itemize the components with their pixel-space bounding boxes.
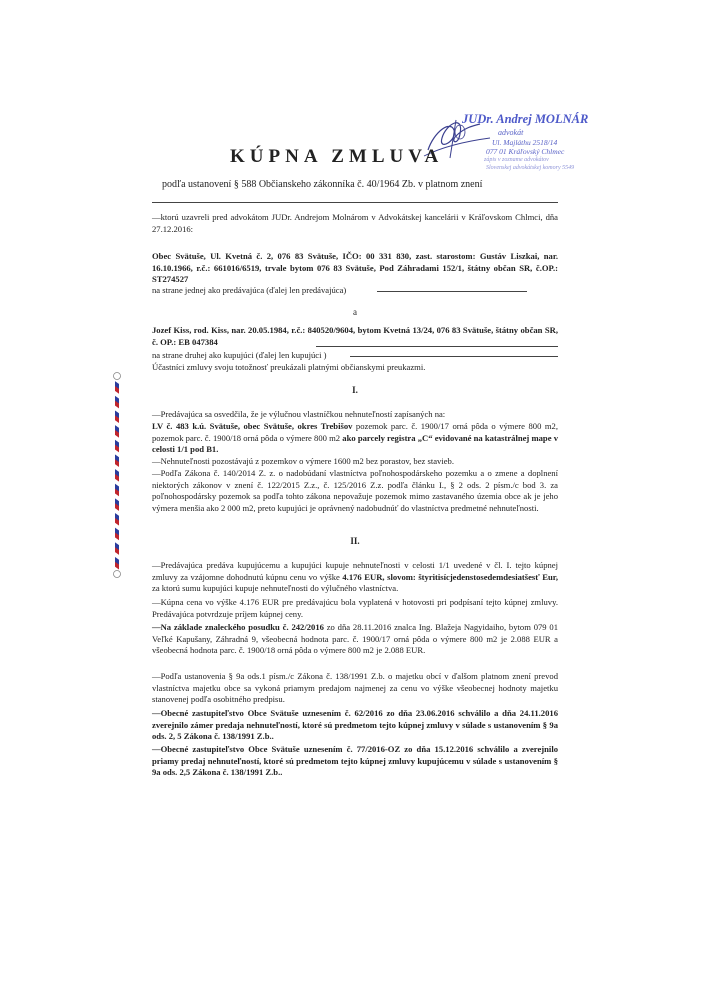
- document-title: KÚPNA ZMLUVA: [230, 146, 444, 167]
- section-heading: II.: [350, 536, 360, 546]
- section1-paragraph: —Nehnuteľnosti pozostávajú z pozemkov o výmere 1600 m2 bez porastov, bez stavieb.: [152, 456, 454, 466]
- party-seller-role-text: na strane jednej ako predávajúca (ďalej len predávajúca): [152, 285, 347, 295]
- stamp-line: advokát: [498, 128, 524, 137]
- fill-line: [350, 356, 558, 357]
- stamp-line: zápis v zozname advokátov: [484, 157, 549, 163]
- section2-paragraph: [152, 622, 558, 657]
- section-heading: I.: [352, 385, 358, 395]
- intro-paragraph: —ktorú uzavreli pred advokátom JUDr. Andrejom Molnárom v Advokátskej kancelárii v Kráľovskom Chlmci, dňa 27.12.2016:: [152, 212, 558, 234]
- stamp-line: Ul. Majláthu 2518/14: [492, 138, 558, 147]
- price-amount: 4.176 EUR, slovom: štyritisícjedenstosedemdesiatšesť Eur,: [342, 571, 558, 582]
- expert-report: —Na základe znaleckého posudku č. 242/2016: [152, 622, 324, 632]
- price-intro: —Predávajúca predáva kupujúcemu a kupujúci kupuje nehnuteľnosti v celosti 1/1 uvedené v čl. I. tejto kúpnej zmluvy za vzájomne dohodnutú kúpnu cenu vo výške: [152, 560, 558, 582]
- section1-paragraph: [152, 421, 558, 456]
- party-seller: Obec Svätuše, Ul. Kvetná č. 2, 076 83 Svätuše, IČO: 00 331 830, zast. starostom: Gustáv Liszkai, nar. 16.10.1966, r.č.: 661016/6519, trvale bytom 076 83 Svätuše, Pod Záhradami 152/1, štátny občan SR, č.OP.: ST274527: [152, 251, 558, 284]
- section2-paragraph: —Podľa ustanovenia § 9a ods.1 písm./c Zákona č. 138/1991 Z.b. o majetku obcí v ďalšom platnom znení prevod vlastníctva majetku obce sa vykoná priamym predajom najmenej za cenu vo výške všeobecnej hodnoty majetku stanovenej podľa osobitného predpisu.: [152, 671, 558, 704]
- fill-line: [377, 291, 527, 292]
- ribbon-icon: [113, 370, 121, 580]
- party-buyer-role: na strane druhej ako kupujúci (ďalej len kupujúci ): [152, 350, 327, 360]
- fill-line: [316, 346, 558, 347]
- expert-report-text: zo dňa 28.11.2016 znalca Ing. Blažeja Nagyidaiho, bytom 079 01 Veľké Kapušany, Záhradná 9, všeobecná hodnota parc. č. 1900/17 orná pôda o výmere 800 m2 je 2.088 EUR a všeobecná hodnota parc. č. 1900/18 orná pôda o výmere 800 m2 je 2.088 EUR.: [152, 622, 558, 655]
- section1-paragraph: —Podľa Zákona č. 140/2014 Z. z. o nadobúdaní vlastníctva poľnohospodárskeho pozemku a o zmene a doplnení niektorých zákonov v znení č. 122/2015 Z.z., č. 125/2016 Z.z. podľa článku I., § 2 ods. 2 písm./c bod 3. za poľnohospodársky pozemok sa podľa tohto zákona nepovažuje pozemok mimo zastavaného územia obce ak je jeho výmera menšia ako 2 000 m2, preto kupujúci je oprávnený nadobudnúť do vlastníctva predmetné nehnuteľnosti.: [152, 468, 558, 513]
- document-subtitle: podľa ustanovení § 588 Občianskeho zákonníka č. 40/1964 Zb. v platnom znení: [162, 179, 483, 190]
- stamp-name: JUDr. Andrej MOLNÁR: [462, 112, 589, 126]
- divider: [152, 202, 558, 203]
- section2-paragraph: —Kúpna cena vo výške 4.176 EUR pre predávajúcu bola vyplatená v hotovosti pri podpísaní tejto kúpnej zmluvy. Predávajúca potvrdzuje príjem kúpnej ceny.: [152, 597, 558, 619]
- identity-note: Účastníci zmluvy svoju totožnosť preukázali platnými občianskymi preukazmi.: [152, 362, 426, 372]
- section2-paragraph: —Obecné zastupiteľstvo Obce Svätuše uznesením č. 77/2016-OZ zo dňa 15.12.2016 schválilo a zverejnilo priamy predaj nehnuteľností, ktoré sú predmetom tejto kúpnej zmluvy kupujúcemu v súlade s ustanovením § 9a ods. 2,5 Zákona č. 138/1991 Z.b..: [152, 744, 558, 777]
- section2-paragraph: —Obecné zastupiteľstvo Obce Svätuše uznesením č. 62/2016 zo dňa 23.06.2016 schválilo a dňa 24.11.2016 zverejnilo zámer predaja nehnuteľností, ktoré sú predmetom tejto kúpnej zmluvy v súlade s ustanovením § 9a ods. 2, 5 Zákona č. 138/1991 Z.b..: [152, 708, 558, 741]
- stamp-line: Slovenskej advokátskej komory 5549: [486, 165, 575, 171]
- property-register: LV č. 483 k.ú. Svätuše, obec Svätuše, okres Trebišov: [152, 421, 353, 431]
- property-parcels: pozemok parc. č. 1900/17 orná pôda o výmere 800 m2, pozemok parc. č. 1900/18 orná pôda o výmere 800 m2: [152, 421, 558, 443]
- section1-intro: —Predávajúca sa osvedčila, že je výlučnou vlastníčkou nehnuteľností zapísaných na:: [152, 409, 446, 419]
- section2-paragraph: [152, 560, 558, 595]
- stamp-line: 077 01 Kráľovský Chlmec: [486, 147, 565, 156]
- price-tail: za ktorú sumu kupujúci kupuje nehnuteľnosti do výlučného vlastníctva.: [152, 583, 399, 593]
- property-registry-note: ako parcely registra „C“ evidované na katastrálnej mape v celosti 1/1 pod B1.: [152, 432, 558, 454]
- party-buyer: Jozef Kiss, rod. Kiss, nar. 20.05.1984, r.č.: 840520/9604, bytom Kvetná 13/24, 076 83 Svätuše, štátny občan SR, č. OP.: EB 047384: [152, 325, 558, 347]
- conjunction: a: [353, 307, 357, 317]
